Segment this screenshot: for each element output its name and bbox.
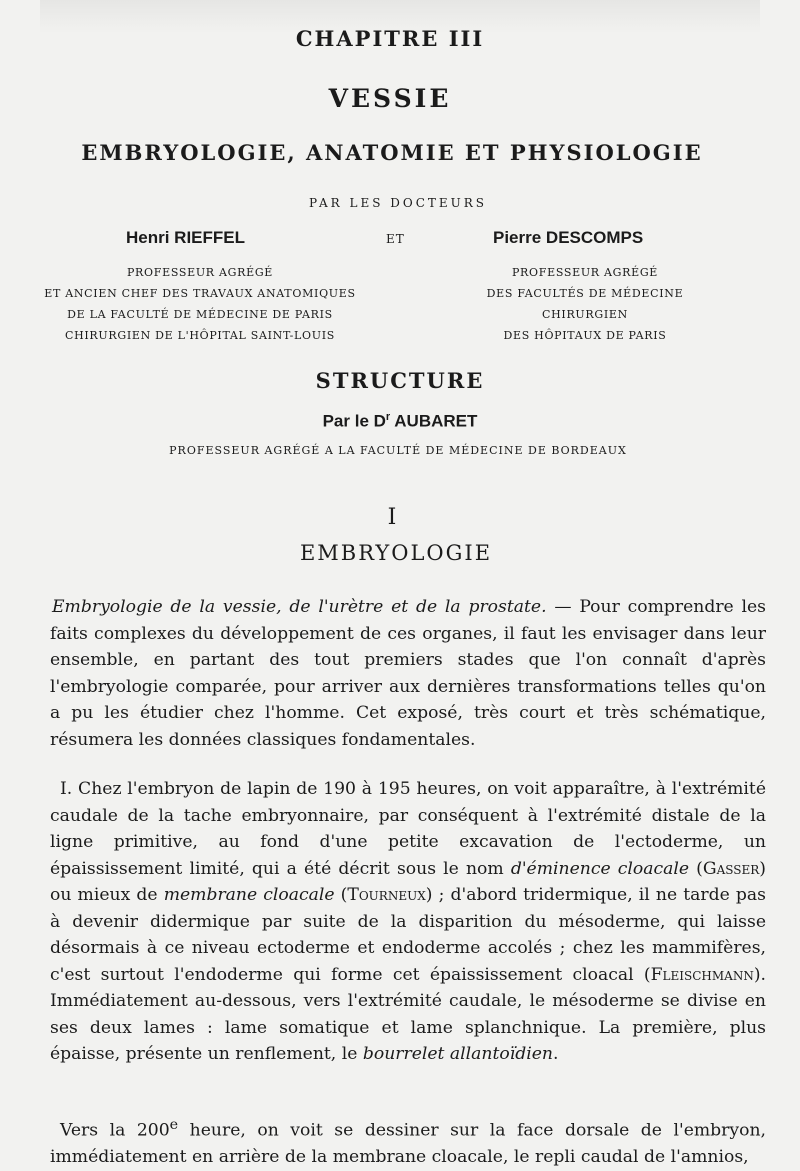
credential-line: DES FACULTÉS DE MÉDECINE (486, 287, 684, 300)
by-line: PAR LES DOCTEURS (308, 196, 488, 210)
section-author (0, 411, 800, 432)
section-author-prefix: Par le D (322, 411, 386, 431)
credential-line: CHIRURGIEN DE L'HÔPITAL SAINT-LOUIS (64, 329, 336, 342)
credential-line: CHIRURGIEN (542, 308, 628, 321)
superscript: e (169, 1117, 179, 1133)
author-left-name: Henri RIEFFEL (126, 228, 246, 247)
italic-term: membrane cloacale (163, 885, 335, 905)
author-right-name: Pierre DESCOMPS (493, 228, 644, 247)
credential-line: ET ANCIEN CHEF DES TRAVAUX ANATOMIQUES (44, 287, 356, 300)
paragraph-intro (50, 594, 766, 753)
section-author-sup: r (385, 411, 391, 423)
text-run: ( (689, 858, 703, 879)
credential-line: PROFESSEUR AGRÉGÉ (511, 266, 659, 279)
chapter-subtitle: EMBRYOLOGIE, ANATOMIE ET PHYSIOLOGIE (81, 140, 703, 165)
section-author-name: AUBARET (390, 411, 478, 431)
paragraph-text: — Pour comprendre les faits complexes du développement de ces organes, il faut les envisager dans leur ensemble, en partant des tout premiers stades que l'on connaît d'après l'embryologie comparée, pour arriver aux dernières transformations telles qu'on a pu les étudier chez l'homme. Cet exposé, très court et très schématique, résumera les données classiques fondamentales. (50, 597, 767, 750)
section-affiliation: PROFESSEUR AGRÉGÉ A LA FACULTÉ DE MÉDECINE DE BORDEAUX (169, 444, 627, 457)
text-run: ( (334, 885, 348, 905)
part-number: I (387, 505, 397, 530)
chapter-heading: CHAPITRE III (295, 26, 485, 51)
paragraph-heading: Embryologie de la vessie, de l'urètre et de la prostate. (52, 597, 547, 617)
italic-term: bourrelet allantoïdien (362, 1044, 553, 1064)
italic-term: d'éminence cloacale (510, 858, 690, 879)
text-run: . (552, 1044, 559, 1064)
paragraph-cloacal-membrane (50, 776, 766, 1068)
text-run: I. Chez l'embryon de lapin de 190 à 195 heures, on voit apparaître, à l'extrémité caudale de la tache embryonnaire, par conséquent à l'extrémité distale de la ligne primitive, au fond d'une petite excavation de l'ectoderme, un épaississement limité, qui a été décrit sous le nom (50, 779, 766, 879)
credential-line: DE LA FACULTÉ DE MÉDECINE DE PARIS (67, 308, 333, 321)
section-title: STRUCTURE (315, 368, 485, 393)
credential-line: DES HÔPITAUX DE PARIS (503, 329, 667, 342)
chapter-title: VESSIE (328, 84, 452, 113)
text-run: heure, on voit se dessiner sur la face dorsale de l'embryon, immédiatement en arrière de la membrane cloacale, le repli caudal de l'amnios, (50, 1120, 766, 1168)
author-right-credentials (470, 262, 700, 346)
text-run: ) ; d'abord tridermique, il ne tarde pas à devenir didermique par suite de la disparition du mésoderme, qui laisse désormais à ce niveau ectoderme et endoderme accolés ; chez les mammifères, c'est surtout l'endoderme qui forme cet épaississement cloacal ( (50, 885, 766, 985)
author-citation: Gasser (702, 858, 760, 879)
paragraph-200th-hour (50, 1112, 766, 1171)
text-run: ). Immédiatement au-dessous, vers l'extrémité caudale, le mésoderme se divise en ses deux lames : lame somatique et lame splanchnique. La première, plus épaisse, présente un renflement, le (50, 964, 766, 1064)
part-title: EMBRYOLOGIE (299, 541, 493, 565)
credential-line: PROFESSEUR AGRÉGÉ (126, 266, 274, 279)
and-word: ET (386, 232, 405, 246)
text-run: Vers la 200 (60, 1120, 170, 1141)
author-citation: Tourneux (347, 885, 426, 905)
text-run: ) ou mieux de (50, 858, 766, 905)
author-citation: Fleischmann (650, 964, 754, 985)
author-left-credentials (20, 262, 380, 346)
